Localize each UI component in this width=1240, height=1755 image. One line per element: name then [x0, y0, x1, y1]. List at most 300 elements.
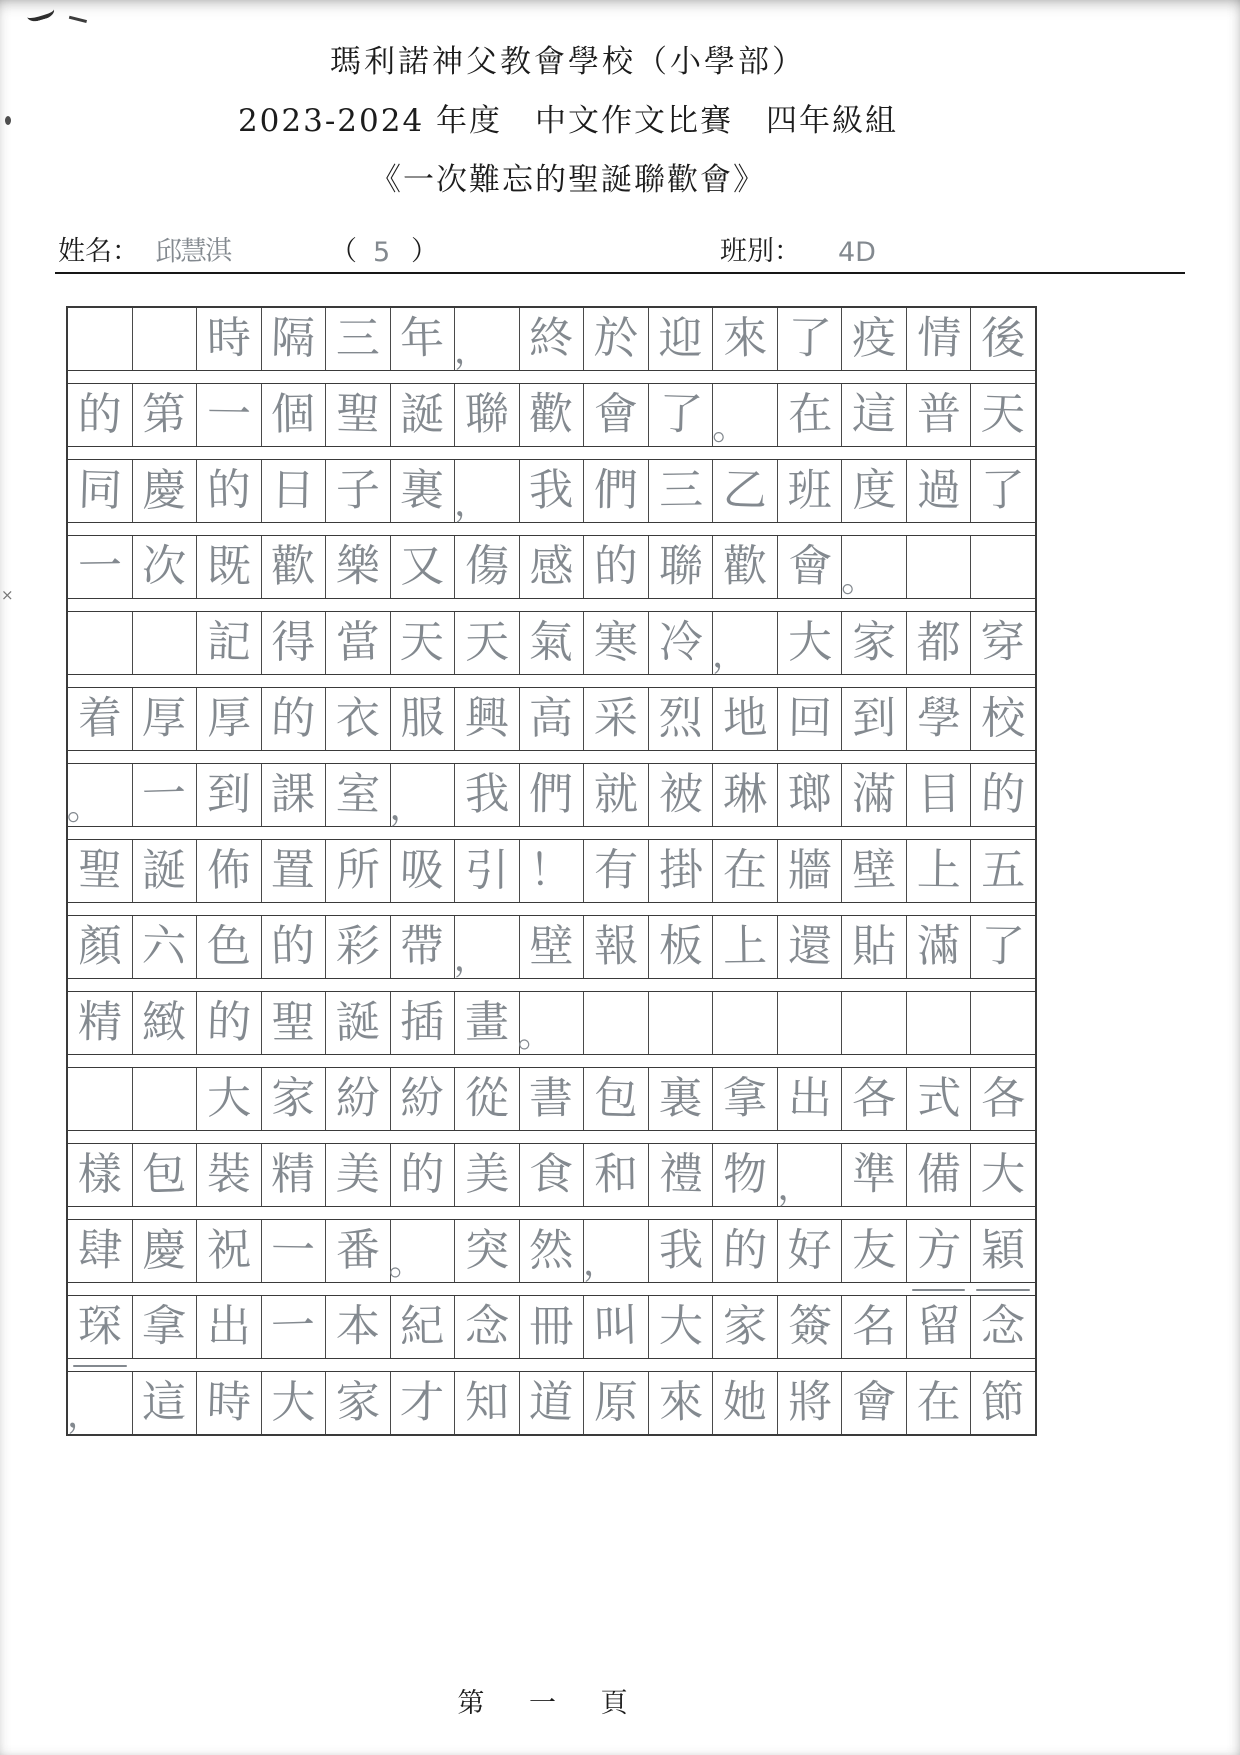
grid-cell: [133, 1068, 198, 1130]
grid-cell: [520, 1144, 585, 1206]
grid-row: [68, 1144, 1035, 1207]
handwritten-character: 就: [593, 768, 639, 821]
grid-cell: [842, 992, 907, 1054]
grid-cell: [262, 1144, 327, 1206]
grid-cell: [584, 384, 649, 446]
grid-cell: [197, 536, 262, 598]
grid-cell: [907, 840, 972, 902]
handwritten-character: 我: [658, 1224, 703, 1277]
grid-cell: [907, 536, 972, 598]
grid-cell: [326, 1144, 391, 1206]
handwritten-character: 出: [206, 1301, 251, 1352]
handwritten-character: 隔: [270, 312, 317, 365]
handwritten-character: 慶: [142, 465, 187, 516]
grid-cell: [68, 1144, 133, 1206]
handwritten-character: ，: [775, 1166, 814, 1209]
grid-cell: [326, 688, 391, 750]
grid-cell: [455, 688, 520, 750]
grid-cell: [582, 1220, 649, 1285]
grid-cell: [907, 688, 972, 750]
grid-cell: [326, 536, 391, 598]
grid-row: [68, 764, 1035, 827]
handwritten-character: 興: [464, 692, 510, 745]
handwritten-character: 的: [270, 692, 317, 745]
grid-cell: [68, 384, 133, 446]
handwritten-character: 本: [335, 1300, 381, 1353]
handwritten-character: 所: [335, 844, 381, 897]
handwritten-character: 乙: [722, 464, 768, 517]
handwritten-character: 年: [399, 312, 446, 365]
handwritten-character: 班: [787, 465, 832, 516]
grid-row-gap: [68, 979, 1035, 992]
grid-cell: [133, 688, 198, 750]
grid-cell: [584, 764, 649, 826]
grid-cell: [68, 688, 133, 750]
grid-row-gap: [68, 1359, 1035, 1372]
handwritten-character: 普: [916, 388, 962, 441]
handwritten-character: 貼: [852, 921, 897, 972]
handwritten-character: 。: [388, 1242, 427, 1285]
handwritten-character: 厚: [206, 692, 252, 745]
grid-cell: [455, 612, 520, 674]
grid-cell: [68, 1296, 133, 1358]
grid-cell: [66, 1372, 133, 1437]
grid-cell: [649, 384, 714, 446]
grid-cell: [584, 1372, 649, 1434]
grid-cell: [262, 536, 327, 598]
grid-cell: [778, 612, 843, 674]
handwritten-character: 一: [206, 388, 252, 441]
grid-cell: [455, 1068, 520, 1130]
grid-cell: [133, 1372, 198, 1434]
handwritten-character: 既: [206, 541, 251, 592]
grid-row: [68, 384, 1035, 447]
handwritten-character: 五: [980, 844, 1026, 897]
handwritten-character: 誕: [400, 389, 445, 440]
grid-cell: [262, 840, 327, 902]
handwritten-character: 在: [722, 844, 768, 897]
handwritten-character: 好: [787, 1225, 832, 1276]
handwritten-character: 式: [915, 1072, 962, 1125]
grid-cell: [649, 1144, 714, 1206]
grid-cell: [649, 1372, 714, 1434]
grid-cell: [262, 1068, 327, 1130]
handwritten-character: 報: [593, 920, 639, 973]
grid-cell: [262, 992, 327, 1054]
grid-cell: [133, 612, 198, 674]
grid-cell: [197, 1372, 262, 1434]
handwritten-character: 壁: [851, 844, 897, 897]
grid-cell: [775, 1144, 843, 1209]
grid-cell: [326, 840, 391, 902]
grid-cell: [778, 1068, 843, 1130]
grid-cell: [133, 384, 198, 446]
handwritten-character: 書: [529, 1072, 574, 1125]
grid-cell: [455, 1296, 520, 1358]
handwritten-character: 原: [594, 1377, 639, 1428]
handwritten-character: 念: [464, 1300, 510, 1353]
grid-cell: [778, 460, 843, 522]
grid-cell: [907, 1372, 972, 1434]
grid-cell: [520, 384, 585, 446]
grid-cell: [391, 1144, 456, 1206]
handwritten-character: 。: [517, 1014, 556, 1057]
grid-cell: [68, 764, 133, 826]
handwritten-character: 她: [722, 1376, 768, 1429]
grid-cell: [713, 688, 778, 750]
grid-cell: [391, 1296, 456, 1358]
grid-cell: [326, 764, 391, 826]
scan-artifact-mark: ×: [1, 586, 14, 604]
grid-cell: [584, 1068, 649, 1130]
grid-cell: [649, 840, 714, 902]
handwritten-character: 時: [206, 312, 252, 365]
grid-cell: [197, 308, 262, 370]
grid-cell: [520, 308, 585, 370]
handwritten-character: 寒: [594, 617, 639, 668]
grid-cell: [197, 1296, 262, 1358]
grid-cell: [391, 1068, 456, 1130]
handwritten-character: 會: [786, 540, 833, 593]
grid-cell: [517, 992, 585, 1057]
grid-cell: [649, 764, 714, 826]
handwritten-character: 終: [529, 312, 574, 365]
handwritten-character: 裏: [658, 1073, 703, 1124]
handwritten-character: 了: [787, 312, 833, 365]
handwritten-character: 過: [916, 464, 962, 517]
grid-cell: [133, 764, 198, 826]
grid-cell: [778, 308, 843, 370]
handwritten-character: 美: [335, 1148, 381, 1201]
handwritten-character: 都: [916, 617, 961, 668]
grid-cell: [455, 1220, 520, 1282]
handwritten-character: 在: [916, 1377, 961, 1428]
handwritten-character: 采: [593, 692, 639, 745]
grid-cell: [68, 460, 133, 522]
grid-cell: [391, 536, 456, 598]
grid-cell: [391, 688, 456, 750]
grid-cell: [971, 688, 1035, 750]
handwritten-character: 誕: [142, 845, 187, 896]
handwritten-character: 的: [206, 464, 252, 517]
handwritten-character: 學: [915, 692, 962, 745]
grid-cell: [842, 1068, 907, 1130]
handwritten-character: 衣: [335, 693, 380, 744]
grid-cell: [649, 1296, 714, 1358]
grid-cell: [262, 460, 327, 522]
handwritten-character: 的: [593, 540, 639, 593]
grid-cell: [713, 1068, 778, 1130]
handwritten-character: 紛: [335, 1073, 380, 1124]
grid-cell: [713, 1372, 778, 1434]
grid-cell: [649, 612, 714, 674]
student-info-row: [55, 228, 1185, 274]
handwritten-character: 滿: [851, 768, 897, 821]
handwritten-character: 各: [851, 1072, 897, 1125]
handwritten-character: 迎: [658, 313, 703, 364]
handwritten-character: 在: [786, 388, 833, 441]
grid-cell: [649, 308, 714, 370]
grid-cell: [584, 916, 649, 978]
grid-cell: [907, 1068, 972, 1130]
grid-row-gap: [68, 447, 1035, 460]
grid-cell: [907, 916, 972, 978]
grid-cell: [584, 688, 649, 750]
handwritten-character: 緻: [141, 996, 187, 1049]
grid-cell: [842, 1296, 907, 1358]
grid-cell: [584, 460, 649, 522]
handwritten-character: 道: [528, 1376, 575, 1429]
grid-cell: [584, 1296, 649, 1358]
grid-row-gap: [68, 523, 1035, 536]
handwritten-character: 留: [915, 1300, 962, 1353]
handwritten-character: 的: [270, 920, 317, 973]
handwritten-character: 我: [464, 768, 510, 821]
handwritten-character: 日: [270, 464, 316, 517]
handwritten-character: 歡: [722, 540, 768, 593]
grid-row: [68, 1296, 1035, 1359]
grid-cell: [971, 1372, 1035, 1434]
grid-cell: [711, 612, 778, 677]
handwritten-character: 一: [270, 1224, 316, 1277]
handwritten-character: 六: [141, 920, 188, 973]
grid-cell: [133, 1144, 198, 1206]
grid-cell: [68, 308, 133, 370]
grid-cell: [713, 308, 778, 370]
grid-cell: [455, 840, 520, 902]
grid-cell: [133, 916, 198, 978]
grid-cell: [391, 764, 456, 826]
grid-cell: [778, 916, 843, 978]
grid-cell: [391, 840, 456, 902]
grid-cell: [584, 1144, 649, 1206]
handwritten-character: 禮: [657, 1148, 704, 1201]
handwritten-character: 的: [400, 1149, 445, 1200]
grid-cell: [262, 1296, 327, 1358]
handwritten-character: 顏: [77, 920, 123, 973]
handwritten-character: 目: [916, 768, 962, 821]
handwritten-character: ，: [453, 483, 490, 524]
grid-cell: [326, 1068, 391, 1130]
page-number-footer: 第 一 頁: [457, 1688, 646, 1719]
handwritten-character: 。: [712, 407, 749, 448]
handwritten-character: 慶: [142, 1225, 187, 1276]
handwritten-character: 名: [852, 1301, 897, 1352]
handwritten-character: 美: [464, 1148, 510, 1201]
handwritten-character: 氣: [528, 616, 575, 669]
grid-cell: [197, 384, 262, 446]
grid-cell: [649, 1220, 714, 1282]
grid-cell: [778, 384, 843, 446]
handwritten-character: 記: [206, 616, 252, 669]
grid-cell: [971, 1144, 1035, 1206]
handwritten-character: 次: [141, 540, 188, 593]
grid-cell: [713, 536, 778, 598]
handwritten-character: 帶: [400, 920, 445, 973]
handwritten-character: 厚: [141, 692, 187, 745]
grid-row: [68, 612, 1035, 675]
handwritten-character: 後: [981, 313, 1026, 364]
handwritten-character: 祝: [206, 1224, 252, 1277]
handwritten-character: 突: [464, 1225, 509, 1276]
handwritten-character: 壁: [529, 921, 574, 972]
handwritten-character: 的: [206, 996, 252, 1049]
grid-row: [68, 308, 1035, 371]
grid-row: [68, 536, 1035, 599]
grid-cell: [971, 840, 1035, 902]
handwritten-character: 大: [271, 1377, 316, 1428]
grid-cell: [520, 460, 585, 522]
grid-cell: [197, 764, 262, 826]
grid-cell: [971, 764, 1035, 826]
handwritten-character: 高: [529, 692, 574, 745]
grid-cell: [197, 992, 262, 1054]
grid-cell: [713, 1296, 778, 1358]
handwritten-character: 板: [658, 920, 703, 973]
handwritten-character: 第: [141, 388, 188, 441]
handwritten-character: 室: [335, 768, 381, 821]
grid-cell: [584, 612, 649, 674]
grid-cell: [520, 612, 585, 674]
handwritten-character: 畫: [464, 996, 510, 1049]
handwritten-character: 情: [915, 312, 962, 365]
grid-cell: [133, 536, 198, 598]
grid-cell: [584, 840, 649, 902]
handwritten-character: 課: [270, 768, 316, 821]
handwritten-character: 叫: [593, 1300, 639, 1353]
grid-cell: [262, 1372, 327, 1434]
grid-cell: [455, 1144, 520, 1206]
handwritten-character: 然: [528, 1224, 575, 1277]
grid-cell: [197, 612, 262, 674]
handwritten-character: 校: [981, 693, 1026, 744]
grid-cell: [391, 308, 456, 370]
handwritten-character: 家: [270, 1072, 317, 1125]
grid-cell: [584, 992, 649, 1054]
grid-cell: [649, 992, 714, 1054]
grid-cell: [713, 992, 778, 1054]
grid-cell: [907, 308, 972, 370]
handwritten-character: 天: [980, 388, 1027, 441]
school-name: 瑪利諾神父教會學校（小學部）: [330, 44, 806, 80]
handwritten-character: 誕: [335, 996, 381, 1049]
handwritten-character: 彩: [335, 920, 381, 973]
handwritten-character: 和: [593, 1148, 639, 1201]
contest-line: 2023-2024 年度 中文作文比賽 四年級組: [237, 103, 899, 139]
handwritten-character: 回: [787, 692, 833, 745]
grid-cell: [68, 536, 133, 598]
handwritten-character: ，: [66, 1394, 104, 1437]
grid-cell: [455, 460, 520, 522]
grid-cell: [453, 308, 520, 373]
handwritten-character: 掛: [658, 844, 703, 897]
handwritten-character: 物: [723, 1149, 768, 1200]
grid-row-gap: [68, 827, 1035, 840]
grid-cell: [453, 916, 520, 981]
handwritten-character: 節: [980, 1376, 1026, 1429]
handwritten-character: 當: [335, 616, 381, 669]
handwritten-character: 聖: [76, 844, 123, 897]
handwritten-character: 我: [528, 464, 575, 517]
handwritten-character: 到: [851, 692, 897, 745]
grid-row: [68, 1220, 1035, 1283]
grid-cell: [842, 1144, 907, 1206]
handwritten-character: 上: [916, 844, 962, 897]
grid-cell: [326, 460, 391, 522]
grid-cell: [713, 916, 778, 978]
handwritten-character: 友: [851, 1224, 897, 1277]
handwritten-character: 來: [657, 1376, 704, 1429]
handwritten-character: 聯: [464, 388, 510, 441]
handwritten-character: 一: [270, 1300, 317, 1353]
grid-cell: [713, 460, 778, 522]
grid-cell: [455, 764, 520, 826]
handwritten-character: 的: [980, 768, 1027, 821]
grid-cell: [778, 536, 843, 598]
grid-cell: [68, 1220, 133, 1282]
handwritten-character: 了: [657, 388, 704, 441]
handwritten-character: 置: [270, 844, 316, 897]
handwritten-character: 了: [980, 920, 1026, 973]
handwritten-character: 出: [787, 1072, 833, 1125]
grid-cell: [326, 1372, 391, 1434]
grid-cell: [842, 308, 907, 370]
grid-cell: [649, 536, 714, 598]
grid-cell: [197, 460, 262, 522]
grid-cell: [584, 308, 649, 370]
grid-cell: [133, 1296, 198, 1358]
handwritten-character: 們: [593, 464, 639, 517]
grid-row-gap: [68, 1055, 1035, 1068]
grid-cell: [326, 384, 391, 446]
handwritten-character: 家: [722, 1300, 768, 1353]
grid-cell: [455, 1372, 520, 1434]
handwritten-character: 精: [77, 996, 123, 1049]
handwritten-character: 這: [851, 388, 897, 441]
grid-row-gap: [68, 903, 1035, 916]
handwritten-character: 於: [593, 312, 639, 365]
handwritten-character: 這: [141, 1376, 187, 1429]
handwritten-character: 拿: [722, 1072, 768, 1125]
grid-cell: [713, 384, 778, 446]
handwritten-character: 了: [980, 464, 1026, 517]
handwritten-character: 滿: [915, 920, 962, 973]
grid-cell: [842, 1372, 907, 1434]
grid-row: [68, 916, 1035, 979]
grid-cell: [197, 688, 262, 750]
grid-cell: [520, 764, 585, 826]
grid-cell: [778, 1220, 843, 1282]
handwritten-character: 服: [399, 692, 446, 745]
grid-row: [68, 1068, 1035, 1131]
grid-cell: [197, 840, 262, 902]
class-value-handwritten: 4D: [838, 237, 876, 268]
handwritten-character: 吸: [399, 844, 446, 897]
grid-row: [66, 1372, 1035, 1437]
handwritten-character: 得: [271, 617, 316, 668]
grid-cell: [907, 460, 972, 522]
grid-cell: [649, 688, 714, 750]
handwritten-character: 引: [464, 845, 509, 896]
handwritten-character: 地: [722, 692, 768, 745]
handwritten-character: 一: [141, 768, 188, 821]
grid-cell: [971, 1220, 1035, 1282]
handwritten-character: 肆: [76, 1224, 123, 1277]
grid-cell: [778, 764, 843, 826]
grid-cell: [262, 688, 327, 750]
handwritten-character: 大: [206, 1072, 252, 1125]
grid-cell: [262, 916, 327, 978]
